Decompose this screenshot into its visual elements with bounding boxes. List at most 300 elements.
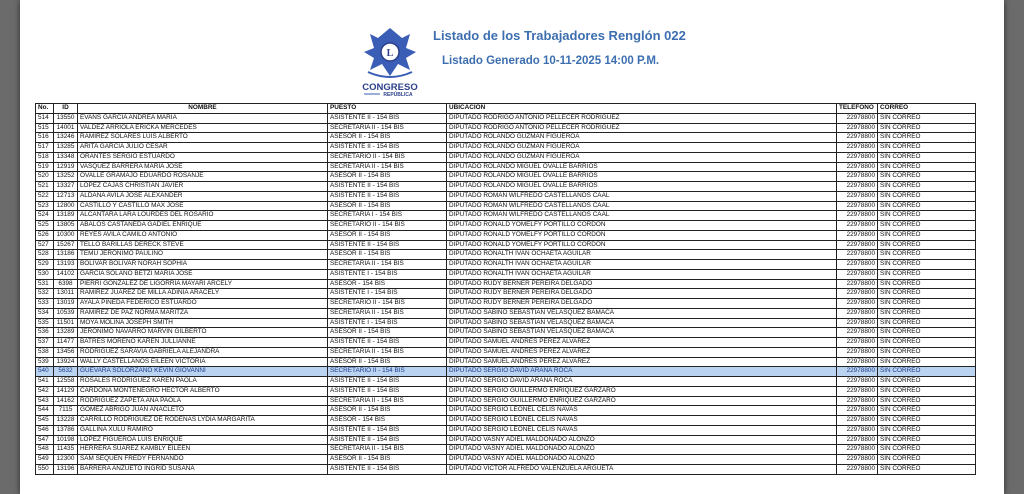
cell-ubicacion: DIPUTADO RONALTH IVAN OCHAETA AGUILAR	[447, 250, 837, 260]
cell-telefono: 22978800	[837, 260, 878, 270]
cell-telefono: 22978800	[837, 396, 878, 406]
cell-puesto: SECRETARIO II - 154 BIS	[328, 152, 447, 162]
cell-ubicacion: DIPUTADO ROLANDO MIGUEL OVALLE BARRIOS	[447, 162, 837, 172]
column-header-ubicacion: UBICACIÓN	[447, 104, 837, 114]
cell-ubicacion: DIPUTADO VICTOR ALFREDO VALENZUELA ARGUETA	[447, 464, 837, 474]
cell-nombre: GOMEZ ABRIGO JUAN ANACLETO	[78, 406, 328, 416]
cell-ubicacion: DIPUTADO SABINO SEBASTIAN VELASQUEZ BAMACA	[447, 308, 837, 318]
cell-telefono: 22978800	[837, 347, 878, 357]
cell-puesto: ASISTENTE II - 154 BIS	[328, 143, 447, 153]
cell-puesto: ASISTENTE II - 154 BIS	[328, 425, 447, 435]
cell-nombre: ARITA GARCIA JULIO CESAR	[78, 143, 328, 153]
cell-telefono: 22978800	[837, 133, 878, 143]
cell-id: 13456	[54, 347, 78, 357]
table-row	[36, 445, 976, 455]
cell-telefono: 22978800	[837, 172, 878, 182]
column-header-no: No.	[36, 104, 54, 114]
cell-nombre: RODRIGUEZ SARAVIA GABRIELA ALEJANDRA	[78, 347, 328, 357]
column-header-id: ID	[54, 104, 78, 114]
cell-no: 539	[36, 357, 54, 367]
table-row	[36, 367, 976, 377]
table-body	[36, 113, 976, 474]
cell-id: 13289	[54, 328, 78, 338]
table-row	[36, 279, 976, 289]
cell-id: 13550	[54, 113, 78, 123]
cell-correo: SIN CORREO	[878, 377, 976, 387]
document-page	[20, 0, 1004, 494]
cell-puesto: SECRETARIA II - 154 BIS	[328, 123, 447, 133]
cell-ubicacion: DIPUTADO VASNY ADIEL MALDONADO ALONZO	[447, 455, 837, 465]
cell-correo: SIN CORREO	[878, 416, 976, 426]
cell-puesto: SECRETARIA II - 154 BIS	[328, 396, 447, 406]
cell-puesto: ASISTENTE II - 154 BIS	[328, 182, 447, 192]
cell-id: 13246	[54, 133, 78, 143]
cell-no: 536	[36, 328, 54, 338]
table-row	[36, 152, 976, 162]
cell-id: 14102	[54, 269, 78, 279]
cell-no: 523	[36, 201, 54, 211]
cell-correo: SIN CORREO	[878, 464, 976, 474]
cell-correo: SIN CORREO	[878, 162, 976, 172]
cell-puesto: ASISTENTE II - 154 BIS	[328, 435, 447, 445]
cell-puesto: ASESOR - 154 BIS	[328, 279, 447, 289]
cell-ubicacion: DIPUTADO ROMAN WILFREDO CASTELLANOS CAAL	[447, 201, 837, 211]
table-row	[36, 425, 976, 435]
cell-telefono: 22978800	[837, 191, 878, 201]
cell-id: 13327	[54, 182, 78, 192]
cell-telefono: 22978800	[837, 250, 878, 260]
cell-correo: SIN CORREO	[878, 357, 976, 367]
cell-correo: SIN CORREO	[878, 269, 976, 279]
cell-telefono: 22978800	[837, 123, 878, 133]
cell-telefono: 22978800	[837, 328, 878, 338]
cell-ubicacion: DIPUTADO ROLANDO GUZMAN FIGUEROA	[447, 133, 837, 143]
cell-id: 10198	[54, 435, 78, 445]
cell-puesto: SECRETARIA II - 154 BIS	[328, 347, 447, 357]
cell-correo: SIN CORREO	[878, 123, 976, 133]
cell-correo: SIN CORREO	[878, 425, 976, 435]
cell-correo: SIN CORREO	[878, 455, 976, 465]
cell-puesto: ASISTENTE II - 154 BIS	[328, 464, 447, 474]
column-header-puesto: PUESTO	[328, 104, 447, 114]
column-header-telefono: TELEFONO	[837, 104, 878, 114]
cell-puesto: ASISTENTE I - 154 BIS	[328, 318, 447, 328]
cell-id: 11477	[54, 338, 78, 348]
cell-correo: SIN CORREO	[878, 152, 976, 162]
cell-no: 540	[36, 367, 54, 377]
cell-ubicacion: DIPUTADO ROLANDO MIGUEL OVALLE BARRIOS	[447, 182, 837, 192]
cell-correo: SIN CORREO	[878, 396, 976, 406]
cell-nombre: RAMIREZ DE PAZ NORMA MARITZA	[78, 308, 328, 318]
cell-puesto: ASESOR II - 154 BIS	[328, 406, 447, 416]
cell-puesto: SECRETARIA II - 154 BIS	[328, 308, 447, 318]
cell-ubicacion: DIPUTADO ROMAN WILFREDO CASTELLANOS CAAL	[447, 191, 837, 201]
table-row	[36, 172, 976, 182]
cell-id: 13285	[54, 143, 78, 153]
cell-telefono: 22978800	[837, 435, 878, 445]
cell-nombre: BARRERA ANZUETO INGRID SUSANA	[78, 464, 328, 474]
table-row	[36, 123, 976, 133]
cell-nombre: MOYA MOLINA JOSEPH SMITH	[78, 318, 328, 328]
cell-telefono: 22978800	[837, 357, 878, 367]
cell-ubicacion: DIPUTADO SERGIO GUILLERMO ENRIQUEZ GARZARO	[447, 386, 837, 396]
cell-id: 11501	[54, 318, 78, 328]
cell-correo: SIN CORREO	[878, 182, 976, 192]
cell-correo: SIN CORREO	[878, 221, 976, 231]
cell-telefono: 22978800	[837, 406, 878, 416]
cell-id: 13019	[54, 299, 78, 309]
cell-puesto: SECRETARIA II - 154 BIS	[328, 260, 447, 270]
cell-nombre: BATRES MORENO KAREN JULLIANNE	[78, 338, 328, 348]
cell-no: 543	[36, 396, 54, 406]
cell-no: 514	[36, 113, 54, 123]
cell-puesto: ASISTENTE II - 154 BIS	[328, 338, 447, 348]
cell-ubicacion: DIPUTADO SERGIO LEONEL CELIS NAVAS	[447, 425, 837, 435]
cell-nombre: VASQUEZ BARRERA MARIA JOSE	[78, 162, 328, 172]
cell-nombre: RODRIGUEZ ZAPETA ANA PAOLA	[78, 396, 328, 406]
cell-correo: SIN CORREO	[878, 435, 976, 445]
cell-telefono: 22978800	[837, 377, 878, 387]
cell-no: 518	[36, 152, 54, 162]
cell-id: 15267	[54, 240, 78, 250]
cell-no: 527	[36, 240, 54, 250]
cell-id: 5632	[54, 367, 78, 377]
cell-puesto: SECRETARIO II - 154 BIS	[328, 367, 447, 377]
cell-ubicacion: DIPUTADO RONALD YOMELFY PORTILLO CORDON	[447, 240, 837, 250]
cell-correo: SIN CORREO	[878, 201, 976, 211]
cell-correo: SIN CORREO	[878, 338, 976, 348]
cell-puesto: ASISTENTE II - 154 BIS	[328, 386, 447, 396]
cell-correo: SIN CORREO	[878, 406, 976, 416]
cell-ubicacion: DIPUTADO ROLANDO GUZMAN FIGUEROA	[447, 143, 837, 153]
cell-telefono: 22978800	[837, 240, 878, 250]
cell-correo: SIN CORREO	[878, 211, 976, 221]
cell-correo: SIN CORREO	[878, 230, 976, 240]
cell-no: 549	[36, 455, 54, 465]
cell-nombre: ORANTES SERGIO ESTUARDO	[78, 152, 328, 162]
cell-puesto: SECRETARIO II - 154 BIS	[328, 299, 447, 309]
cell-nombre: RAMIREZ JUAREZ DE MILLA ADINIA ARACELY	[78, 289, 328, 299]
table-row	[36, 396, 976, 406]
table-row	[36, 435, 976, 445]
cell-no: 530	[36, 269, 54, 279]
cell-id: 12919	[54, 162, 78, 172]
cell-puesto: ASESOR - 154 BIS	[328, 416, 447, 426]
cell-id: 11435	[54, 445, 78, 455]
cell-id: 14162	[54, 396, 78, 406]
cell-ubicacion: DIPUTADO SERGIO LEONEL CELIS NAVAS	[447, 406, 837, 416]
cell-id: 7115	[54, 406, 78, 416]
cell-no: 531	[36, 279, 54, 289]
cell-ubicacion: DIPUTADO SABINO SEBASTIAN VELASQUEZ BAMACA	[447, 328, 837, 338]
table-row	[36, 221, 976, 231]
cell-correo: SIN CORREO	[878, 172, 976, 182]
cell-nombre: TELLO BARILLAS DERECK STEVE	[78, 240, 328, 250]
document-title: Listado de los Trabajadores Renglón 022	[433, 28, 686, 43]
cell-puesto: SECRETARIO II - 154 BIS	[328, 221, 447, 231]
cell-telefono: 22978800	[837, 425, 878, 435]
table-row	[36, 455, 976, 465]
cell-no: 542	[36, 386, 54, 396]
cell-telefono: 22978800	[837, 289, 878, 299]
table-row	[36, 113, 976, 123]
table-row	[36, 289, 976, 299]
cell-ubicacion: DIPUTADO RUDY BERNER PEREIRA DELGADO	[447, 299, 837, 309]
cell-telefono: 22978800	[837, 162, 878, 172]
table-row	[36, 308, 976, 318]
cell-puesto: ASESOR II - 154 BIS	[328, 250, 447, 260]
cell-correo: SIN CORREO	[878, 445, 976, 455]
cell-puesto: ASESOR II - 154 BIS	[328, 230, 447, 240]
table-row	[36, 318, 976, 328]
cell-id: 13193	[54, 260, 78, 270]
table-row	[36, 162, 976, 172]
cell-no: 545	[36, 416, 54, 426]
cell-no: 538	[36, 347, 54, 357]
cell-id: 13228	[54, 416, 78, 426]
cell-no: 532	[36, 289, 54, 299]
logo-subtext: REPÚBLICA	[383, 92, 413, 98]
cell-ubicacion: DIPUTADO RONALTH IVAN OCHAETA AGUILAR	[447, 260, 837, 270]
cell-puesto: ASESOR II - 154 BIS	[328, 328, 447, 338]
cell-id: 13186	[54, 250, 78, 260]
cell-nombre: ROSALES RODRIGUEZ KAREN PAOLA	[78, 377, 328, 387]
cell-telefono: 22978800	[837, 455, 878, 465]
cell-correo: SIN CORREO	[878, 347, 976, 357]
cell-nombre: PIERRI GONZALEZ DE LIGORRIA MAYARI ARCELY	[78, 279, 328, 289]
table-row	[36, 240, 976, 250]
cell-no: 533	[36, 299, 54, 309]
cell-no: 541	[36, 377, 54, 387]
cell-nombre: SAM SEQUEN FREDY FERNANDO	[78, 455, 328, 465]
cell-nombre: VALDEZ ARRIOLA ERICKA MERCEDES	[78, 123, 328, 133]
table-row	[36, 201, 976, 211]
cell-id: 13196	[54, 464, 78, 474]
table-row	[36, 191, 976, 201]
cell-id: 12713	[54, 191, 78, 201]
cell-nombre: OVALLE GRAMAJO EDUARDO ROSANJE	[78, 172, 328, 182]
cell-no: 537	[36, 338, 54, 348]
cell-id: 12800	[54, 201, 78, 211]
cell-nombre: JERONIMO NAVARRO MARVIN GILBERTO	[78, 328, 328, 338]
cell-puesto: ASISTENTE I - 154 BIS	[328, 289, 447, 299]
cell-telefono: 22978800	[837, 464, 878, 474]
cell-nombre: GUEVARA SOLORZANO KEVIN GIOVANNI	[78, 367, 328, 377]
cell-correo: SIN CORREO	[878, 367, 976, 377]
congress-seal-icon	[350, 24, 430, 98]
cell-correo: SIN CORREO	[878, 113, 976, 123]
table-row	[36, 230, 976, 240]
cell-telefono: 22978800	[837, 308, 878, 318]
cell-ubicacion: DIPUTADO RUDY BERNER PEREIRA DELGADO	[447, 289, 837, 299]
cell-id: 13189	[54, 211, 78, 221]
table-row	[36, 260, 976, 270]
cell-nombre: HERRERA SUAREZ KAMBLY EILEEN	[78, 445, 328, 455]
cell-telefono: 22978800	[837, 445, 878, 455]
cell-telefono: 22978800	[837, 279, 878, 289]
cell-ubicacion: DIPUTADO SERGIO LEONEL CELIS NAVAS	[447, 416, 837, 426]
logo-text: CONGRESO	[362, 82, 418, 93]
cell-puesto: SECRETARIA II - 154 BIS	[328, 162, 447, 172]
table-row	[36, 143, 976, 153]
cell-correo: SIN CORREO	[878, 289, 976, 299]
cell-no: 526	[36, 230, 54, 240]
cell-puesto: SECRETARIA II - 154 BIS	[328, 445, 447, 455]
cell-telefono: 22978800	[837, 152, 878, 162]
cell-correo: SIN CORREO	[878, 133, 976, 143]
cell-puesto: ASISTENTE II - 154 BIS	[328, 191, 447, 201]
cell-no: 529	[36, 260, 54, 270]
cell-id: 12300	[54, 455, 78, 465]
table-header-row	[36, 104, 976, 114]
cell-nombre: CARRILLO RODRIGUEZ DE RODENAS LYDIA MARGARITA	[78, 416, 328, 426]
cell-telefono: 22978800	[837, 269, 878, 279]
cell-telefono: 22978800	[837, 318, 878, 328]
cell-no: 516	[36, 133, 54, 143]
cell-ubicacion: DIPUTADO ROLANDO MIGUEL OVALLE BARRIOS	[447, 172, 837, 182]
cell-no: 548	[36, 445, 54, 455]
table-row	[36, 416, 976, 426]
cell-id: 13252	[54, 172, 78, 182]
cell-ubicacion: DIPUTADO ROMAN WILFREDO CASTELLANOS CAAL	[447, 211, 837, 221]
cell-nombre: GARCIA SOLANO BETZI MARIA JOSE	[78, 269, 328, 279]
table-row	[36, 464, 976, 474]
cell-puesto: ASESOR II - 154 BIS	[328, 172, 447, 182]
cell-correo: SIN CORREO	[878, 318, 976, 328]
cell-ubicacion: DIPUTADO SABINO SEBASTIAN VELASQUEZ BAMACA	[447, 318, 837, 328]
cell-ubicacion: DIPUTADO SAMUEL ANDRES PEREZ ALVAREZ	[447, 357, 837, 367]
cell-puesto: ASESOR II - 154 BIS	[328, 201, 447, 211]
cell-nombre: AYALA PINEDA FEDERICO ESTUARDO	[78, 299, 328, 309]
cell-ubicacion: DIPUTADO SERGIO DAVID ARANA ROCA	[447, 377, 837, 387]
cell-correo: SIN CORREO	[878, 143, 976, 153]
cell-ubicacion: DIPUTADO SAMUEL ANDRES PEREZ ALVAREZ	[447, 338, 837, 348]
workers-table	[35, 103, 976, 475]
cell-nombre: CASTILLO Y CASTILLO MAX JOSE	[78, 201, 328, 211]
cell-ubicacion: DIPUTADO RODRIGO ANTONIO PELLECER RODRIGUEZ	[447, 113, 837, 123]
cell-nombre: ABALOS CASTAÑEDA GADIEL ENRIQUE	[78, 221, 328, 231]
table-row	[36, 357, 976, 367]
cell-id: 14129	[54, 386, 78, 396]
cell-ubicacion: DIPUTADO VASNY ADIEL MALDONADO ALONZO	[447, 445, 837, 455]
cell-ubicacion: DIPUTADO ROLANDO GUZMAN FIGUEROA	[447, 152, 837, 162]
cell-nombre: BOLIVAR BOLIVAR NORAH SOPHIA	[78, 260, 328, 270]
cell-telefono: 22978800	[837, 386, 878, 396]
table-row	[36, 182, 976, 192]
table-row	[36, 250, 976, 260]
cell-ubicacion: DIPUTADO RODRIGO ANTONIO PELLECER RODRIGUEZ	[447, 123, 837, 133]
cell-id: 13348	[54, 152, 78, 162]
document-subtitle: Listado Generado 10-11-2025 14:00 P.M.	[442, 55, 660, 67]
cell-no: 520	[36, 172, 54, 182]
cell-nombre: TEMU JERONIMO PAULINO	[78, 250, 328, 260]
cell-puesto: ASISTENTE I - 154 BIS	[328, 269, 447, 279]
cell-id: 12558	[54, 377, 78, 387]
cell-puesto: ASISTENTE II - 154 BIS	[328, 113, 447, 123]
cell-nombre: EVANS GARCIA ANDREA MARIA	[78, 113, 328, 123]
cell-telefono: 22978800	[837, 113, 878, 123]
cell-nombre: REYES AVILA CAMILO ANTONIO	[78, 230, 328, 240]
cell-id: 13011	[54, 289, 78, 299]
cell-nombre: ALDANA AVILA JOSE ALEXANDER	[78, 191, 328, 201]
cell-nombre: LOPEZ CAJAS CHRISTIAN JAVIER	[78, 182, 328, 192]
cell-no: 517	[36, 143, 54, 153]
document-header	[20, 0, 1004, 100]
cell-nombre: WALLY CASTELLANOS EILEEN VICTORIA	[78, 357, 328, 367]
cell-no: 544	[36, 406, 54, 416]
cell-no: 547	[36, 435, 54, 445]
column-header-nombre: NOMBRE	[78, 104, 328, 114]
cell-ubicacion: DIPUTADO SERGIO GUILLERMO ENRIQUEZ GARZARO	[447, 396, 837, 406]
cell-no: 525	[36, 221, 54, 231]
table-row	[36, 299, 976, 309]
cell-telefono: 22978800	[837, 221, 878, 231]
table-row	[36, 347, 976, 357]
cell-telefono: 22978800	[837, 143, 878, 153]
table-row	[36, 377, 976, 387]
cell-telefono: 22978800	[837, 182, 878, 192]
cell-puesto: ASESOR II - 154 BIS	[328, 357, 447, 367]
cell-correo: SIN CORREO	[878, 191, 976, 201]
table-row	[36, 386, 976, 396]
cell-id: 10539	[54, 308, 78, 318]
cell-no: 535	[36, 318, 54, 328]
cell-nombre: GALLINA XULU RAMIRO	[78, 425, 328, 435]
table-row	[36, 338, 976, 348]
cell-puesto: ASESOR II - 154 BIS	[328, 133, 447, 143]
table-row	[36, 328, 976, 338]
cell-telefono: 22978800	[837, 338, 878, 348]
cell-no: 515	[36, 123, 54, 133]
cell-no: 528	[36, 250, 54, 260]
cell-id: 13805	[54, 221, 78, 231]
cell-correo: SIN CORREO	[878, 279, 976, 289]
table-row	[36, 406, 976, 416]
cell-telefono: 22978800	[837, 416, 878, 426]
cell-nombre: ALCANTARA LARA LOURDES DEL ROSARIO	[78, 211, 328, 221]
cell-telefono: 22978800	[837, 367, 878, 377]
table-row	[36, 133, 976, 143]
cell-ubicacion: DIPUTADO RUDY BERNER PEREIRA DELGADO	[447, 279, 837, 289]
cell-no: 534	[36, 308, 54, 318]
cell-ubicacion: DIPUTADO VASNY ADIEL MALDONADO ALONZO	[447, 435, 837, 445]
table-row	[36, 269, 976, 279]
cell-telefono: 22978800	[837, 201, 878, 211]
cell-telefono: 22978800	[837, 299, 878, 309]
cell-id: 13786	[54, 425, 78, 435]
cell-correo: SIN CORREO	[878, 240, 976, 250]
cell-ubicacion: DIPUTADO RONALD YOMELFY PORTILLO CORDON	[447, 230, 837, 240]
cell-correo: SIN CORREO	[878, 299, 976, 309]
cell-no: 519	[36, 162, 54, 172]
cell-puesto: ASISTENTE II - 154 BIS	[328, 377, 447, 387]
cell-telefono: 22978800	[837, 211, 878, 221]
cell-id: 14001	[54, 123, 78, 133]
cell-ubicacion: DIPUTADO SERGIO DAVID ARANA ROCA	[447, 367, 837, 377]
table-row	[36, 211, 976, 221]
svg-text:L: L	[386, 48, 394, 59]
cell-correo: SIN CORREO	[878, 260, 976, 270]
cell-correo: SIN CORREO	[878, 386, 976, 396]
cell-puesto: ASISTENTE II - 154 BIS	[328, 240, 447, 250]
cell-telefono: 22978800	[837, 230, 878, 240]
cell-nombre: CARDONA MONTENEGRO HECTOR ALBERTO	[78, 386, 328, 396]
cell-no: 521	[36, 182, 54, 192]
cell-no: 550	[36, 464, 54, 474]
cell-nombre: LOPEZ FIGUEROA LUIS ENRIQUE	[78, 435, 328, 445]
cell-puesto: SECRETARIA I - 154 BIS	[328, 211, 447, 221]
cell-correo: SIN CORREO	[878, 308, 976, 318]
